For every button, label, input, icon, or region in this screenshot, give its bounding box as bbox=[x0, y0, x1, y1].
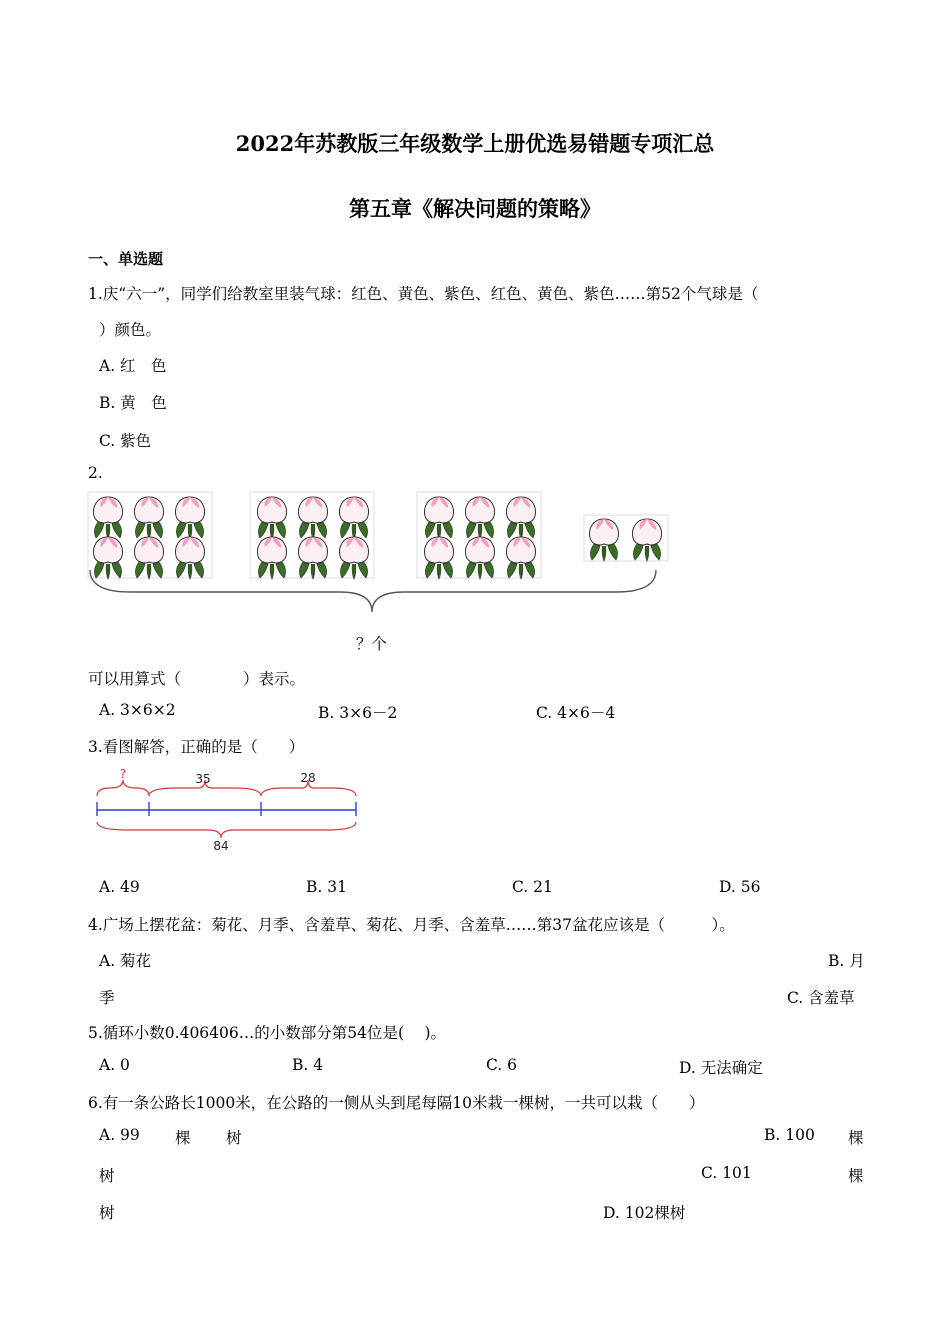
q5-option-d[interactable]: D. 无法确定 bbox=[679, 1059, 763, 1077]
diagram-label-unknown: ? bbox=[119, 767, 127, 781]
q1-option-a[interactable]: A. 红 色 bbox=[99, 357, 167, 375]
q6-option-b-word1: 棵 bbox=[848, 1129, 864, 1147]
q2-option-c[interactable]: C. 4×6－4 bbox=[536, 704, 616, 722]
diagram-label-35: 35 bbox=[195, 772, 211, 786]
q1-option-c[interactable]: C. 紫色 bbox=[99, 432, 152, 450]
q6-option-c-word2: 树 bbox=[99, 1204, 115, 1222]
q6-option-c-word1: 棵 bbox=[848, 1167, 864, 1185]
segment-diagram bbox=[88, 768, 388, 858]
q4-stem: 4.广场上摆花盆：菊花、月季、含羞草、菊花、月季、含羞草……第37盆花应该是（ ）。 bbox=[88, 916, 735, 934]
diagram-label-84: 84 bbox=[213, 839, 229, 853]
q1-stem: 1.庆“六一”，同学们给教室里装气球：红色、黄色、紫色、红色、黄色、紫色……第52个气球是（ bbox=[88, 285, 759, 303]
q5-stem: 5.循环小数0.406406…的小数部分第54位是( )。 bbox=[88, 1024, 446, 1042]
peach-group-4 bbox=[584, 515, 668, 562]
q2-stem: 可以用算式（ ）表示。 bbox=[88, 670, 306, 688]
q3-stem: 3.看图解答，正确的是（ ） bbox=[88, 738, 305, 756]
q6-option-a[interactable]: A. 99 bbox=[99, 1126, 140, 1144]
peach-group-2 bbox=[250, 492, 374, 580]
q2-number: 2. bbox=[88, 464, 103, 482]
q4-option-b-cont: 季 bbox=[99, 989, 115, 1007]
q6-option-a-word1: 棵 bbox=[175, 1129, 191, 1147]
q2-option-a[interactable]: A. 3×6×2 bbox=[99, 701, 176, 719]
document-title: 2022年苏教版三年级数学上册优选易错题专项汇总 bbox=[235, 131, 715, 156]
q5-option-c[interactable]: C. 6 bbox=[486, 1056, 518, 1074]
q3-option-b[interactable]: B. 31 bbox=[306, 878, 347, 896]
chapter-title: 第五章《解决问题的策略》 bbox=[349, 196, 601, 221]
curly-brace bbox=[90, 570, 656, 612]
q5-option-b[interactable]: B. 4 bbox=[292, 1056, 324, 1074]
q2-option-b[interactable]: B. 3×6－2 bbox=[318, 704, 398, 722]
q1-stem-cont: ）颜色。 bbox=[99, 321, 162, 339]
brace-label: ？个 bbox=[356, 635, 388, 653]
q6-option-a-word2: 树 bbox=[226, 1129, 242, 1147]
q6-option-b-word2: 树 bbox=[99, 1167, 115, 1185]
q4-option-c[interactable]: C. 含羞草 bbox=[787, 989, 855, 1007]
q3-option-d[interactable]: D. 56 bbox=[719, 878, 761, 896]
q4-option-b[interactable]: B. 月 bbox=[828, 952, 865, 970]
q5-option-a[interactable]: A. 0 bbox=[99, 1056, 130, 1074]
q3-option-a[interactable]: A. 49 bbox=[99, 878, 140, 896]
peach-group-1 bbox=[88, 492, 212, 580]
q4-option-a[interactable]: A. 菊花 bbox=[99, 952, 152, 970]
section-heading: 一、单选题 bbox=[88, 250, 164, 268]
q6-stem: 6.有一条公路长1000米，在公路的一侧从头到尾每隔10米栽一棵树，一共可以栽（ ） bbox=[88, 1094, 705, 1112]
q1-option-b[interactable]: B. 黄 色 bbox=[99, 394, 167, 412]
q6-option-b[interactable]: B. 100 bbox=[764, 1126, 815, 1144]
q6-option-d[interactable]: D. 102棵树 bbox=[603, 1204, 686, 1222]
diagram-label-28: 28 bbox=[300, 771, 316, 785]
peach-groups-figure bbox=[0, 488, 950, 628]
q3-option-c[interactable]: C. 21 bbox=[512, 878, 553, 896]
peach-group-3 bbox=[417, 492, 541, 580]
q6-option-c[interactable]: C. 101 bbox=[701, 1164, 752, 1182]
